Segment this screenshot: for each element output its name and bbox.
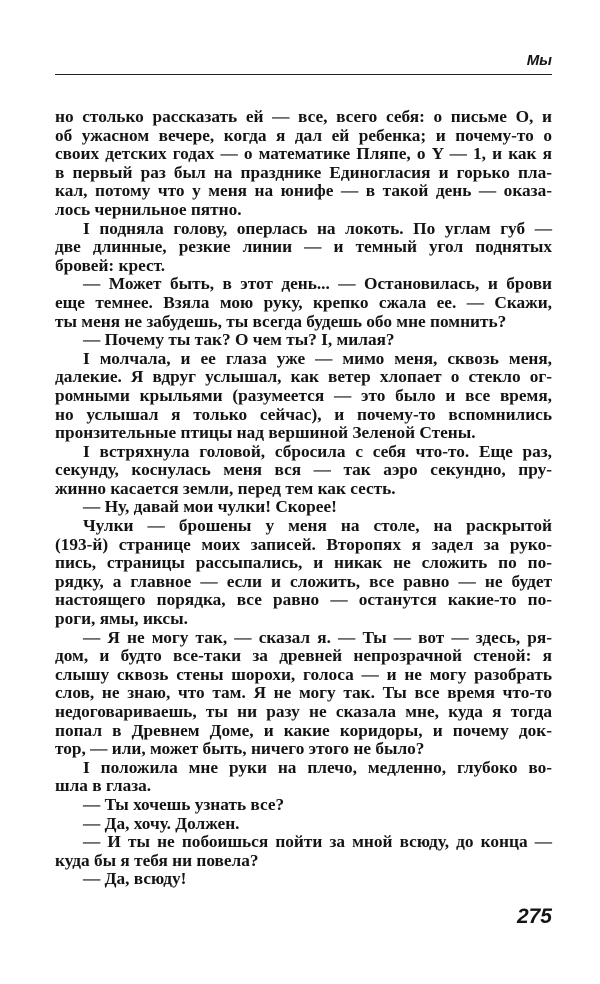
text-line: две длинные, резкие линии — и темный угол поднятых bbox=[55, 237, 552, 257]
text-line: но столько рассказать ей — все, всего себя: о письме О, и bbox=[55, 107, 552, 126]
paragraph bbox=[55, 815, 552, 834]
text-line: (193-й) странице моих записей. Второпях я задел за руко- bbox=[55, 534, 552, 554]
text-line: ты меня не забудешь, ты всегда будешь обо мне помнить? bbox=[55, 311, 507, 331]
paragraph bbox=[55, 833, 552, 870]
text-line: роги, ямы, иксы. bbox=[55, 609, 188, 629]
paragraph bbox=[55, 870, 552, 889]
running-header bbox=[55, 50, 552, 75]
paragraph bbox=[55, 220, 552, 276]
text-line: — Может быть, в этот день... — Остановилась, и брови bbox=[83, 274, 552, 294]
text-line: I положила мне руки на плечо, медленно, глубоко во- bbox=[83, 757, 552, 777]
text-line: шла в глаза. bbox=[55, 776, 152, 796]
text-line: но услышал я только сейчас), и почему-то вспомнились bbox=[55, 404, 552, 424]
paragraph bbox=[55, 796, 552, 815]
text-line: — Ну, давай мои чулки! Скорее! bbox=[83, 497, 337, 517]
text-line: еще темнее. Взяла мою руку, крепко сжала ее. — Скажи, bbox=[55, 292, 552, 312]
paragraph bbox=[55, 108, 552, 220]
text-line: рядку, а главное — если и сложить, все равно — не будет bbox=[55, 571, 552, 591]
text-line: жинно касается земли, перед тем как сесть. bbox=[55, 478, 396, 498]
text-line: — И ты не побоишься пойти за мной всюду, до конца — bbox=[83, 832, 552, 852]
text-line: в первый раз был на празднике Единогласия и горько пла- bbox=[55, 162, 552, 182]
text-line: слышу сквозь стены шорохи, голоса — и не могу разобрать bbox=[55, 664, 552, 684]
paragraph bbox=[55, 517, 552, 629]
text-line: недоговариваешь, ты ни разу не сказала мне, куда я тогда bbox=[55, 702, 552, 721]
running-title: Мы bbox=[526, 52, 552, 69]
body-text bbox=[55, 108, 552, 889]
text-line: — Да, хочу. Должен. bbox=[83, 813, 240, 833]
text-line: пронзительные птицы над вершиной Зеленой Стены. bbox=[55, 423, 476, 443]
text-line: — Почему ты так? О чем ты? I, милая? bbox=[83, 330, 395, 350]
text-line: куда бы я тебя ни повела? bbox=[55, 850, 259, 870]
text-line: пись, страницы рассыпались, и никак не сложить по по- bbox=[55, 553, 552, 573]
text-line: ромными крыльями (разумеется — это было и все время, bbox=[55, 385, 552, 405]
text-line: об ужасном вечере, когда я дал ей ребенка; и почему-то о bbox=[55, 125, 552, 145]
text-line: дом, и будто все-таки за древней непрозрачной стеной: я bbox=[55, 646, 552, 666]
text-line: — Да, всюду! bbox=[83, 869, 187, 889]
text-line: I подняла голову, оперлась на локоть. По углам губ — bbox=[83, 218, 552, 238]
text-line: настоящего порядка, все равно — останутся какие-то по- bbox=[55, 590, 552, 610]
text-line: попал в Древнем Доме, и какие коридоры, и почему док- bbox=[55, 720, 552, 740]
text-line: секунду, коснулась меня вся — так аэро секундно, пру- bbox=[55, 460, 552, 480]
paragraph bbox=[55, 629, 552, 759]
paragraph bbox=[55, 443, 552, 499]
text-line: кал, потому что у меня на юнифе — в такой день — оказа- bbox=[55, 181, 552, 201]
text-line: своих детских годах — о математике Пляпе, о Y — 1, и как я bbox=[55, 144, 552, 164]
text-line: I молчала, и ее глаза уже — мимо меня, сквозь меня, bbox=[83, 348, 552, 368]
paragraph bbox=[55, 759, 552, 796]
text-line: слов, не знаю, что там. Я не могу так. Ты все время что-то bbox=[55, 683, 552, 703]
paragraph bbox=[55, 275, 552, 331]
text-line: — Я не могу так, — сказал я. — Ты — вот — здесь, ря- bbox=[83, 627, 552, 647]
text-line: лось чернильное пятно. bbox=[55, 199, 242, 219]
text-line: — Ты хочешь узнать все? bbox=[83, 794, 285, 814]
text-line: I встряхнула головой, сбросила с себя что-то. Еще раз, bbox=[83, 441, 552, 461]
text-line: далекие. Я вдруг услышал, как ветер хлопает о стекло ог- bbox=[55, 367, 552, 387]
text-line: тор, — или, может быть, ничего этого не было? bbox=[55, 739, 425, 759]
text-line: бровей: крест. bbox=[55, 255, 166, 275]
text-line: Чулки — брошены у меня на столе, на раскрытой bbox=[83, 516, 552, 536]
paragraph bbox=[55, 350, 552, 443]
paragraph bbox=[55, 331, 552, 350]
page-number: 275 bbox=[516, 905, 552, 928]
paragraph bbox=[55, 498, 552, 517]
